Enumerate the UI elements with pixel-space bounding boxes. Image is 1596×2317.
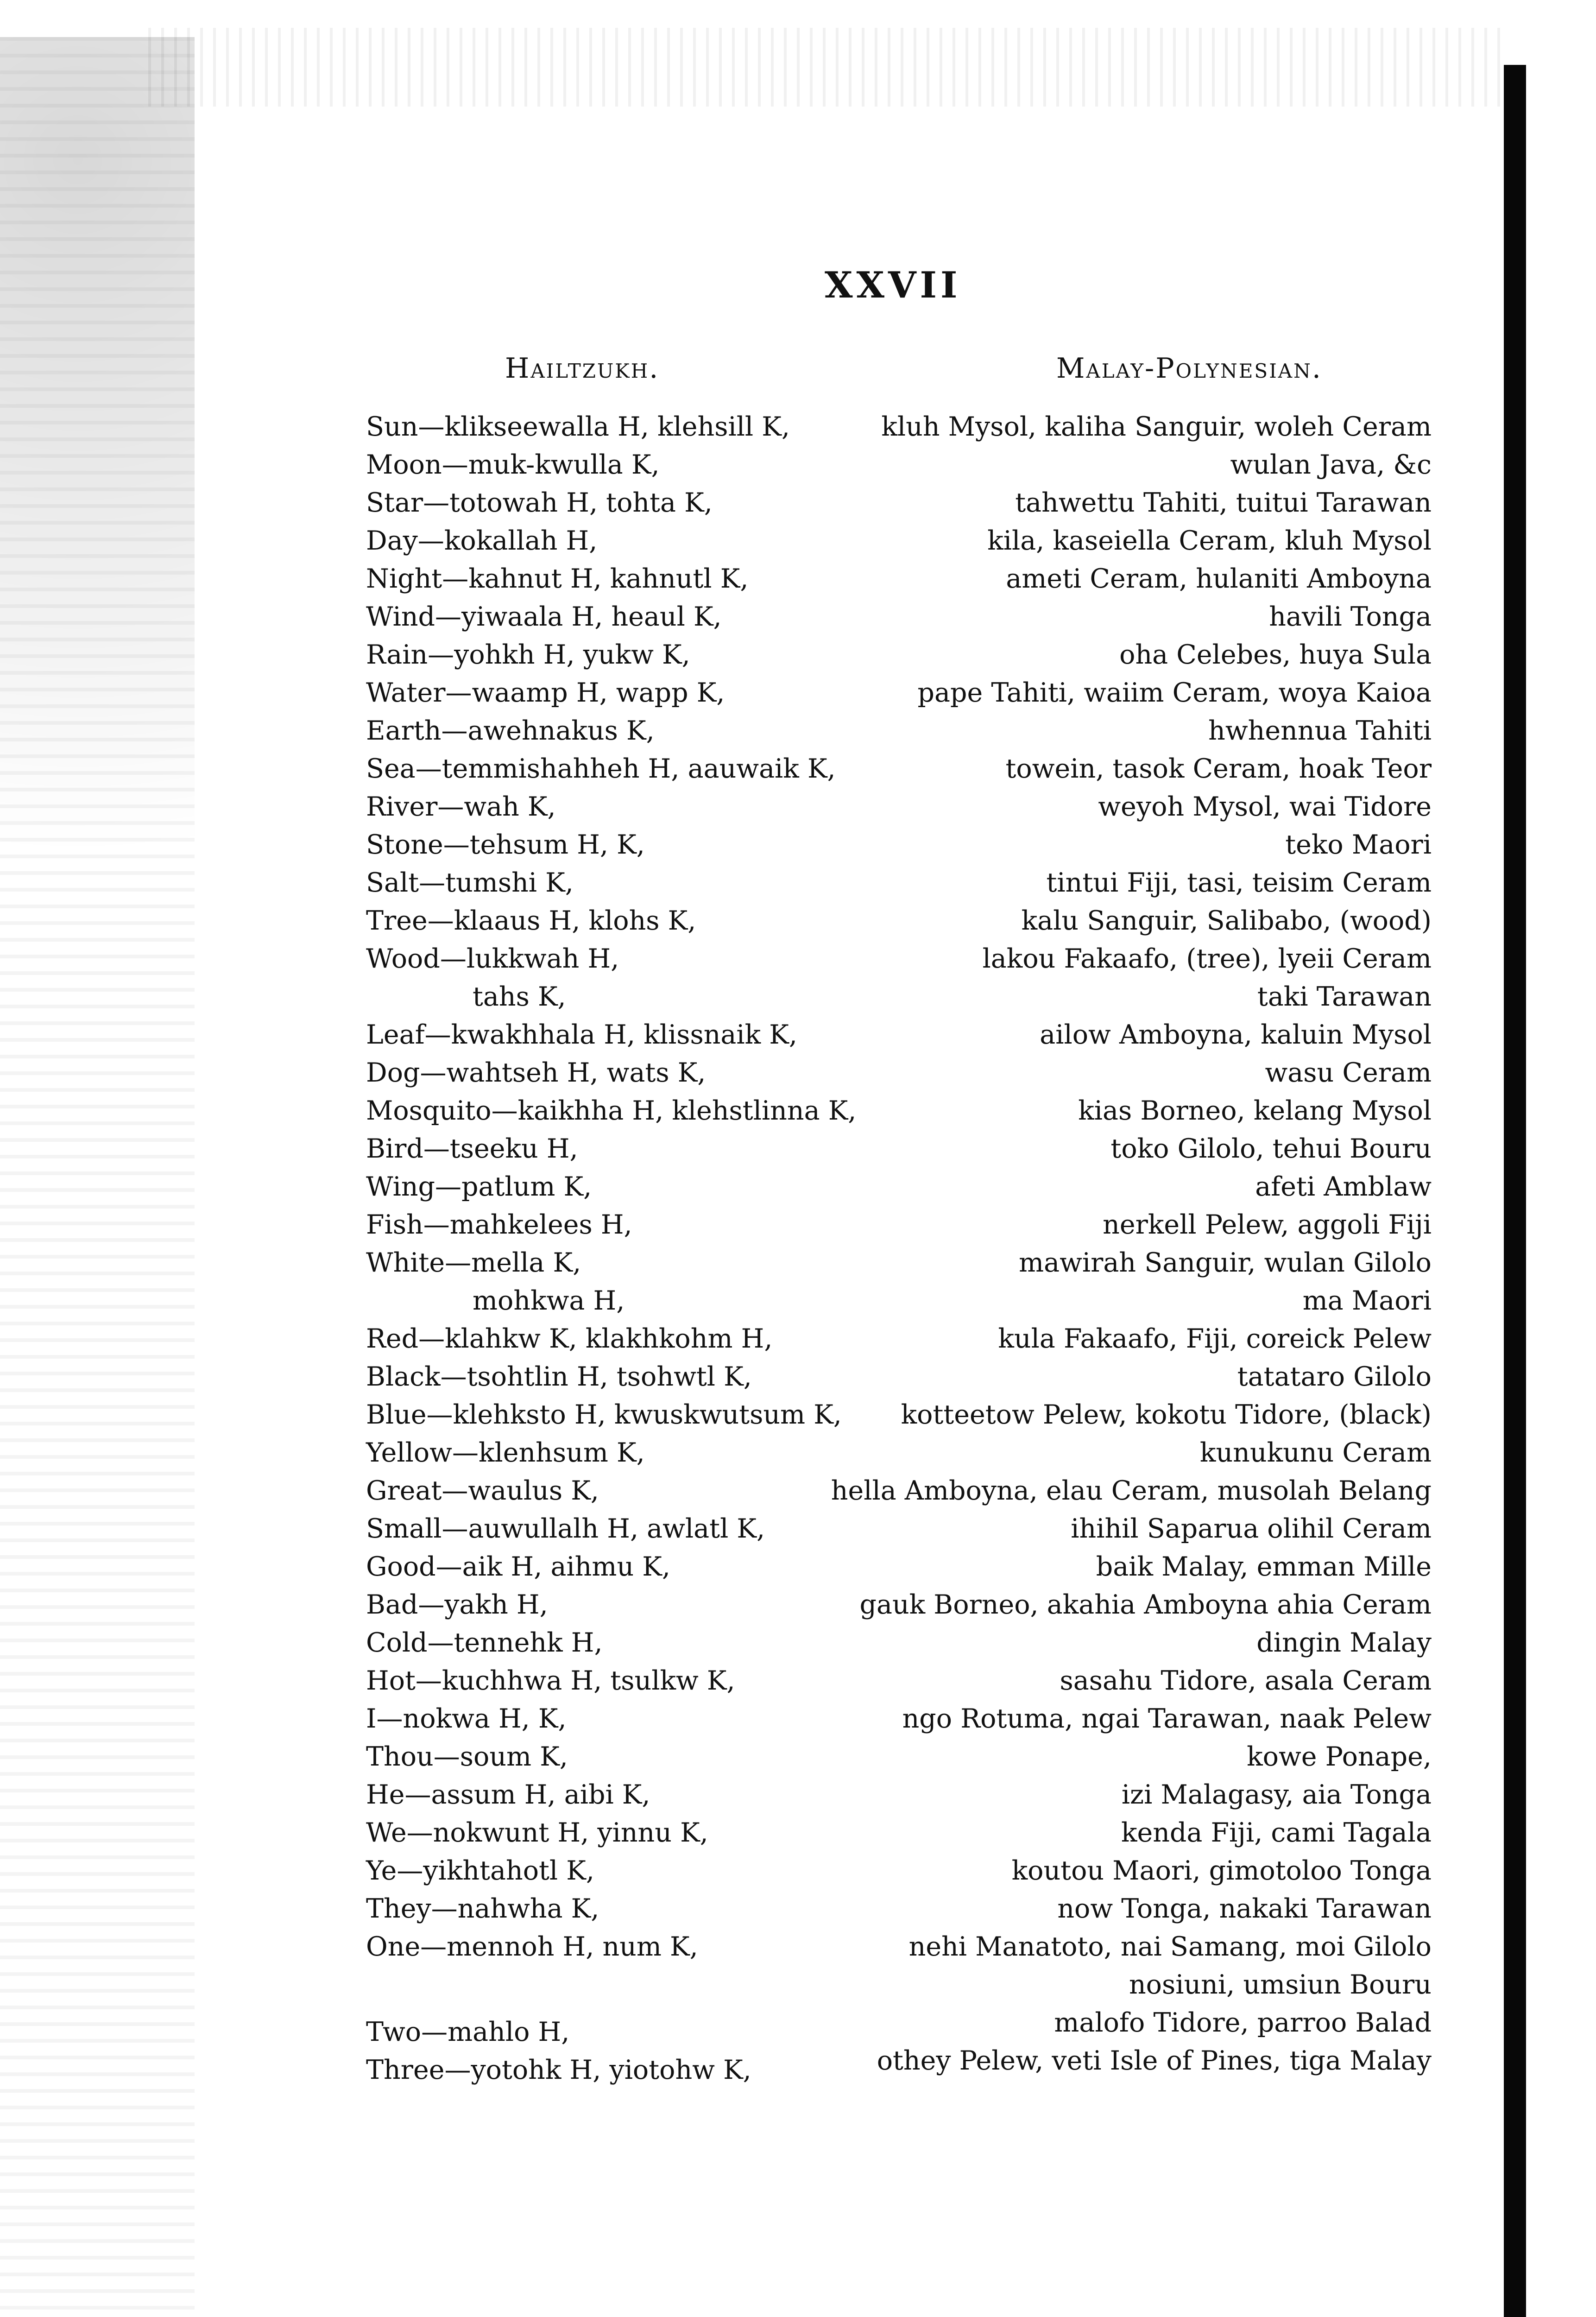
malay-polynesian-entry: sasahu Tidore, asala Ceram (1060, 1665, 1432, 1696)
malay-polynesian-entry: lakou Fakaafo, (tree), lyeii Ceram (982, 943, 1432, 974)
malay-polynesian-entry: afeti Amblaw (1255, 1171, 1432, 1202)
malay-polynesian-entry: kula Fakaafo, Fiji, coreick Pelew (998, 1323, 1432, 1354)
malay-polynesian-entry: kias Borneo, kelang Mysol (1078, 1095, 1432, 1126)
malay-polynesian-entry: ma Maori (1302, 1285, 1432, 1316)
malay-polynesian-entry: taki Tarawan (1257, 981, 1432, 1012)
malay-polynesian-entry: dingin Malay (1256, 1627, 1432, 1658)
malay-polynesian-entry: koutou Maori, gimotoloo Tonga (1011, 1855, 1432, 1886)
malay-polynesian-entry: kunukunu Ceram (1199, 1437, 1432, 1468)
malay-polynesian-entry: tahwettu Tahiti, tuitui Tarawan (1015, 487, 1432, 518)
malay-polynesian-entry: malofo Tidore, parroo Balad (1054, 2007, 1432, 2038)
hailtzukh-entry: One—mennoh H, num K, (366, 1931, 698, 1962)
hailtzukh-entry: Leaf—kwakhhala H, klissnaik K, (366, 1019, 797, 1050)
hailtzukh-entry: Blue—klehksto H, kwuskwutsum K, (366, 1399, 842, 1430)
hailtzukh-entry: Wood—lukkwah H, (366, 943, 619, 974)
hailtzukh-entry: Earth—awehnakus K, (366, 715, 655, 746)
hailtzukh-entry: They—nahwha K, (366, 1893, 599, 1924)
hailtzukh-entry: Small—auwullalh H, awlatl K, (366, 1513, 765, 1544)
hailtzukh-entry: Three—yotohk H, yiotohw K, (366, 2055, 751, 2085)
hailtzukh-entry: Day—kokallah H, (366, 525, 598, 556)
hailtzukh-entry: Great—waulus K, (366, 1475, 599, 1506)
hailtzukh-entry: Fish—mahkelees H, (366, 1209, 632, 1240)
malay-polynesian-entry: kowe Ponape, (1247, 1741, 1432, 1772)
hailtzukh-entry: White—mella K, (366, 1247, 581, 1278)
hailtzukh-entry: He—assum H, aibi K, (366, 1779, 650, 1810)
malay-polynesian-entry: ailow Amboyna, kaluin Mysol (1040, 1019, 1432, 1050)
hailtzukh-entry: Salt—tumshi K, (366, 867, 574, 898)
column-header-left: Hailtzukh. (505, 352, 660, 385)
hailtzukh-entry: Water—waamp H, wapp K, (366, 677, 725, 708)
malay-polynesian-entry: othey Pelew, veti Isle of Pines, tiga Malay (877, 2045, 1432, 2076)
malay-polynesian-entry: now Tonga, nakaki Tarawan (1057, 1893, 1432, 1924)
hailtzukh-entry: Moon—muk-kwulla K, (366, 449, 660, 480)
malay-polynesian-entry: toko Gilolo, tehui Bouru (1110, 1133, 1432, 1164)
malay-polynesian-entry: towein, tasok Ceram, hoak Teor (1005, 753, 1432, 784)
malay-polynesian-entry: ameti Ceram, hulaniti Amboyna (1006, 563, 1432, 594)
malay-polynesian-entry: tatataro Gilolo (1237, 1361, 1432, 1392)
malay-polynesian-entry: oha Celebes, huya Sula (1119, 639, 1432, 670)
malay-polynesian-entry: kotteetow Pelew, kokotu Tidore, (black) (901, 1399, 1432, 1430)
malay-polynesian-entry: nehi Manatoto, nai Samang, moi Gilolo (908, 1931, 1432, 1962)
scan-noise-top (148, 28, 1501, 107)
malay-polynesian-entry: hwhennua Tahiti (1208, 715, 1432, 746)
malay-polynesian-entry: kenda Fiji, cami Tagala (1121, 1817, 1432, 1848)
hailtzukh-entry: Yellow—klenhsum K, (366, 1437, 645, 1468)
hailtzukh-entry: Night—kahnut H, kahnutl K, (366, 563, 749, 594)
hailtzukh-entry: Stone—tehsum H, K, (366, 829, 645, 860)
hailtzukh-entry: Tree—klaaus H, klohs K, (366, 905, 696, 936)
hailtzukh-entry: Sun—klikseewalla H, klehsill K, (366, 411, 790, 442)
hailtzukh-entry: Black—tsohtlin H, tsohwtl K, (366, 1361, 752, 1392)
hailtzukh-entry: Thou—soum K, (366, 1741, 568, 1772)
hailtzukh-entry: Bird—tseeku H, (366, 1133, 578, 1164)
hailtzukh-entry: Wing—patlum K, (366, 1171, 592, 1202)
hailtzukh-entry: Good—aik H, aihmu K, (366, 1551, 670, 1582)
scan-noise-left (0, 37, 195, 2317)
hailtzukh-entry: Red—klahkw K, klakhkohm H, (366, 1323, 773, 1354)
malay-polynesian-entry: baik Malay, emman Mille (1096, 1551, 1432, 1582)
malay-polynesian-entry: nerkell Pelew, aggoli Fiji (1103, 1209, 1432, 1240)
malay-polynesian-entry: nosiuni, umsiun Bouru (1129, 1969, 1432, 2000)
hailtzukh-entry: Two—mahlo H, (366, 2017, 570, 2047)
malay-polynesian-entry: gauk Borneo, akahia Amboyna ahia Ceram (859, 1589, 1432, 1620)
hailtzukh-entry: Sea—temmishahheh H, aauwaik K, (366, 753, 836, 784)
malay-polynesian-entry: pape Tahiti, waiim Ceram, woya Kaioa (917, 677, 1432, 708)
hailtzukh-entry: We—nokwunt H, yinnu K, (366, 1817, 708, 1848)
hailtzukh-entry: tahs K, (473, 981, 566, 1012)
hailtzukh-entry: Star—totowah H, tohta K, (366, 487, 713, 518)
malay-polynesian-entry: mawirah Sanguir, wulan Gilolo (1019, 1247, 1432, 1278)
hailtzukh-entry: Ye—yikhtahotl K, (366, 1855, 594, 1886)
malay-polynesian-entry: izi Malagasy, aia Tonga (1121, 1779, 1432, 1810)
hailtzukh-entry: Hot—kuchhwa H, tsulkw K, (366, 1665, 735, 1696)
malay-polynesian-entry: tintui Fiji, tasi, teisim Ceram (1046, 867, 1432, 898)
malay-polynesian-entry: kila, kaseiella Ceram, kluh Mysol (987, 525, 1432, 556)
hailtzukh-entry: Wind—yiwaala H, heaul K, (366, 601, 722, 632)
hailtzukh-entry: Cold—tennehk H, (366, 1627, 603, 1658)
malay-polynesian-entry: weyoh Mysol, wai Tidore (1098, 791, 1432, 822)
malay-polynesian-entry: ngo Rotuma, ngai Tarawan, naak Pelew (902, 1703, 1432, 1734)
hailtzukh-entry: River—wah K, (366, 791, 556, 822)
malay-polynesian-entry: kalu Sanguir, Salibabo, (wood) (1021, 905, 1432, 936)
malay-polynesian-entry: kluh Mysol, kaliha Sanguir, woleh Ceram (881, 411, 1432, 442)
malay-polynesian-entry: ihihil Saparua olihil Ceram (1071, 1513, 1432, 1544)
page-edge-rule (1504, 65, 1526, 2317)
hailtzukh-entry: Mosquito—kaikhha H, klehstlinna K, (366, 1095, 857, 1126)
column-header-right: Malay-Polynesian. (1056, 352, 1322, 385)
page-number: XXVII (825, 264, 961, 306)
hailtzukh-entry: Dog—wahtseh H, wats K, (366, 1057, 706, 1088)
malay-polynesian-entry: teko Maori (1285, 829, 1432, 860)
hailtzukh-entry: mohkwa H, (473, 1285, 625, 1316)
hailtzukh-entry: I—nokwa H, K, (366, 1703, 567, 1734)
malay-polynesian-entry: hella Amboyna, elau Ceram, musolah Belang (831, 1475, 1432, 1506)
hailtzukh-entry: Bad—yakh H, (366, 1589, 548, 1620)
hailtzukh-entry: Rain—yohkh H, yukw K, (366, 639, 690, 670)
malay-polynesian-entry: havili Tonga (1269, 601, 1432, 632)
malay-polynesian-entry: wasu Ceram (1265, 1057, 1432, 1088)
malay-polynesian-entry: wulan Java, &c (1230, 449, 1432, 480)
